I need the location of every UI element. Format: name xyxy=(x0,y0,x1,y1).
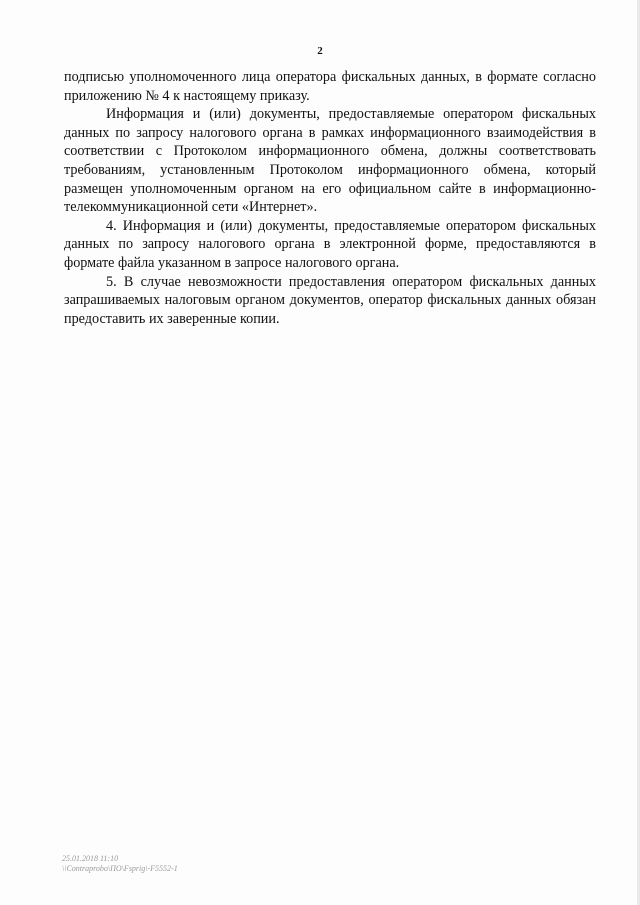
document-body xyxy=(64,68,596,328)
paragraph-continuation: подписью уполномоченного лица оператора фискальных данных, в формате согласно приложению № 4 к настоящему приказу. xyxy=(64,69,596,104)
paragraph-protocol-requirements: Информация и (или) документы, предоставляемые оператором фискальных данных по запросу налогового органа в рамках информационного взаимодействия в соответствии с Протоколом информационного обмена, должны соответствовать требованиям, установленным Протоколом информационного обмена, который размещен уполномоченным органом на его официальном сайте в информационно-телекоммуникационной сети «Интернет». xyxy=(64,106,596,216)
page-number: 2 xyxy=(317,45,323,57)
paragraph-item-5: 5. В случае невозможности предоставления оператором фискальных данных запрашиваемых налоговым органом документов, оператор фискальных данных обязан предоставить их заверенные копии. xyxy=(64,273,596,327)
footer-stamp xyxy=(62,854,178,874)
paragraph-item-4: 4. Информация и (или) документы, предоставляемые оператором фискальных данных по запросу налогового органа в электронной форме, предоставляются в формате файла указанном в запросе налогового органа. xyxy=(64,217,596,271)
footer-timestamp: 25.01.2018 11:10 xyxy=(62,854,119,863)
footer-file-path: \\Contraprobo\ПО\Fsprig\-F5552-1 xyxy=(62,864,178,873)
